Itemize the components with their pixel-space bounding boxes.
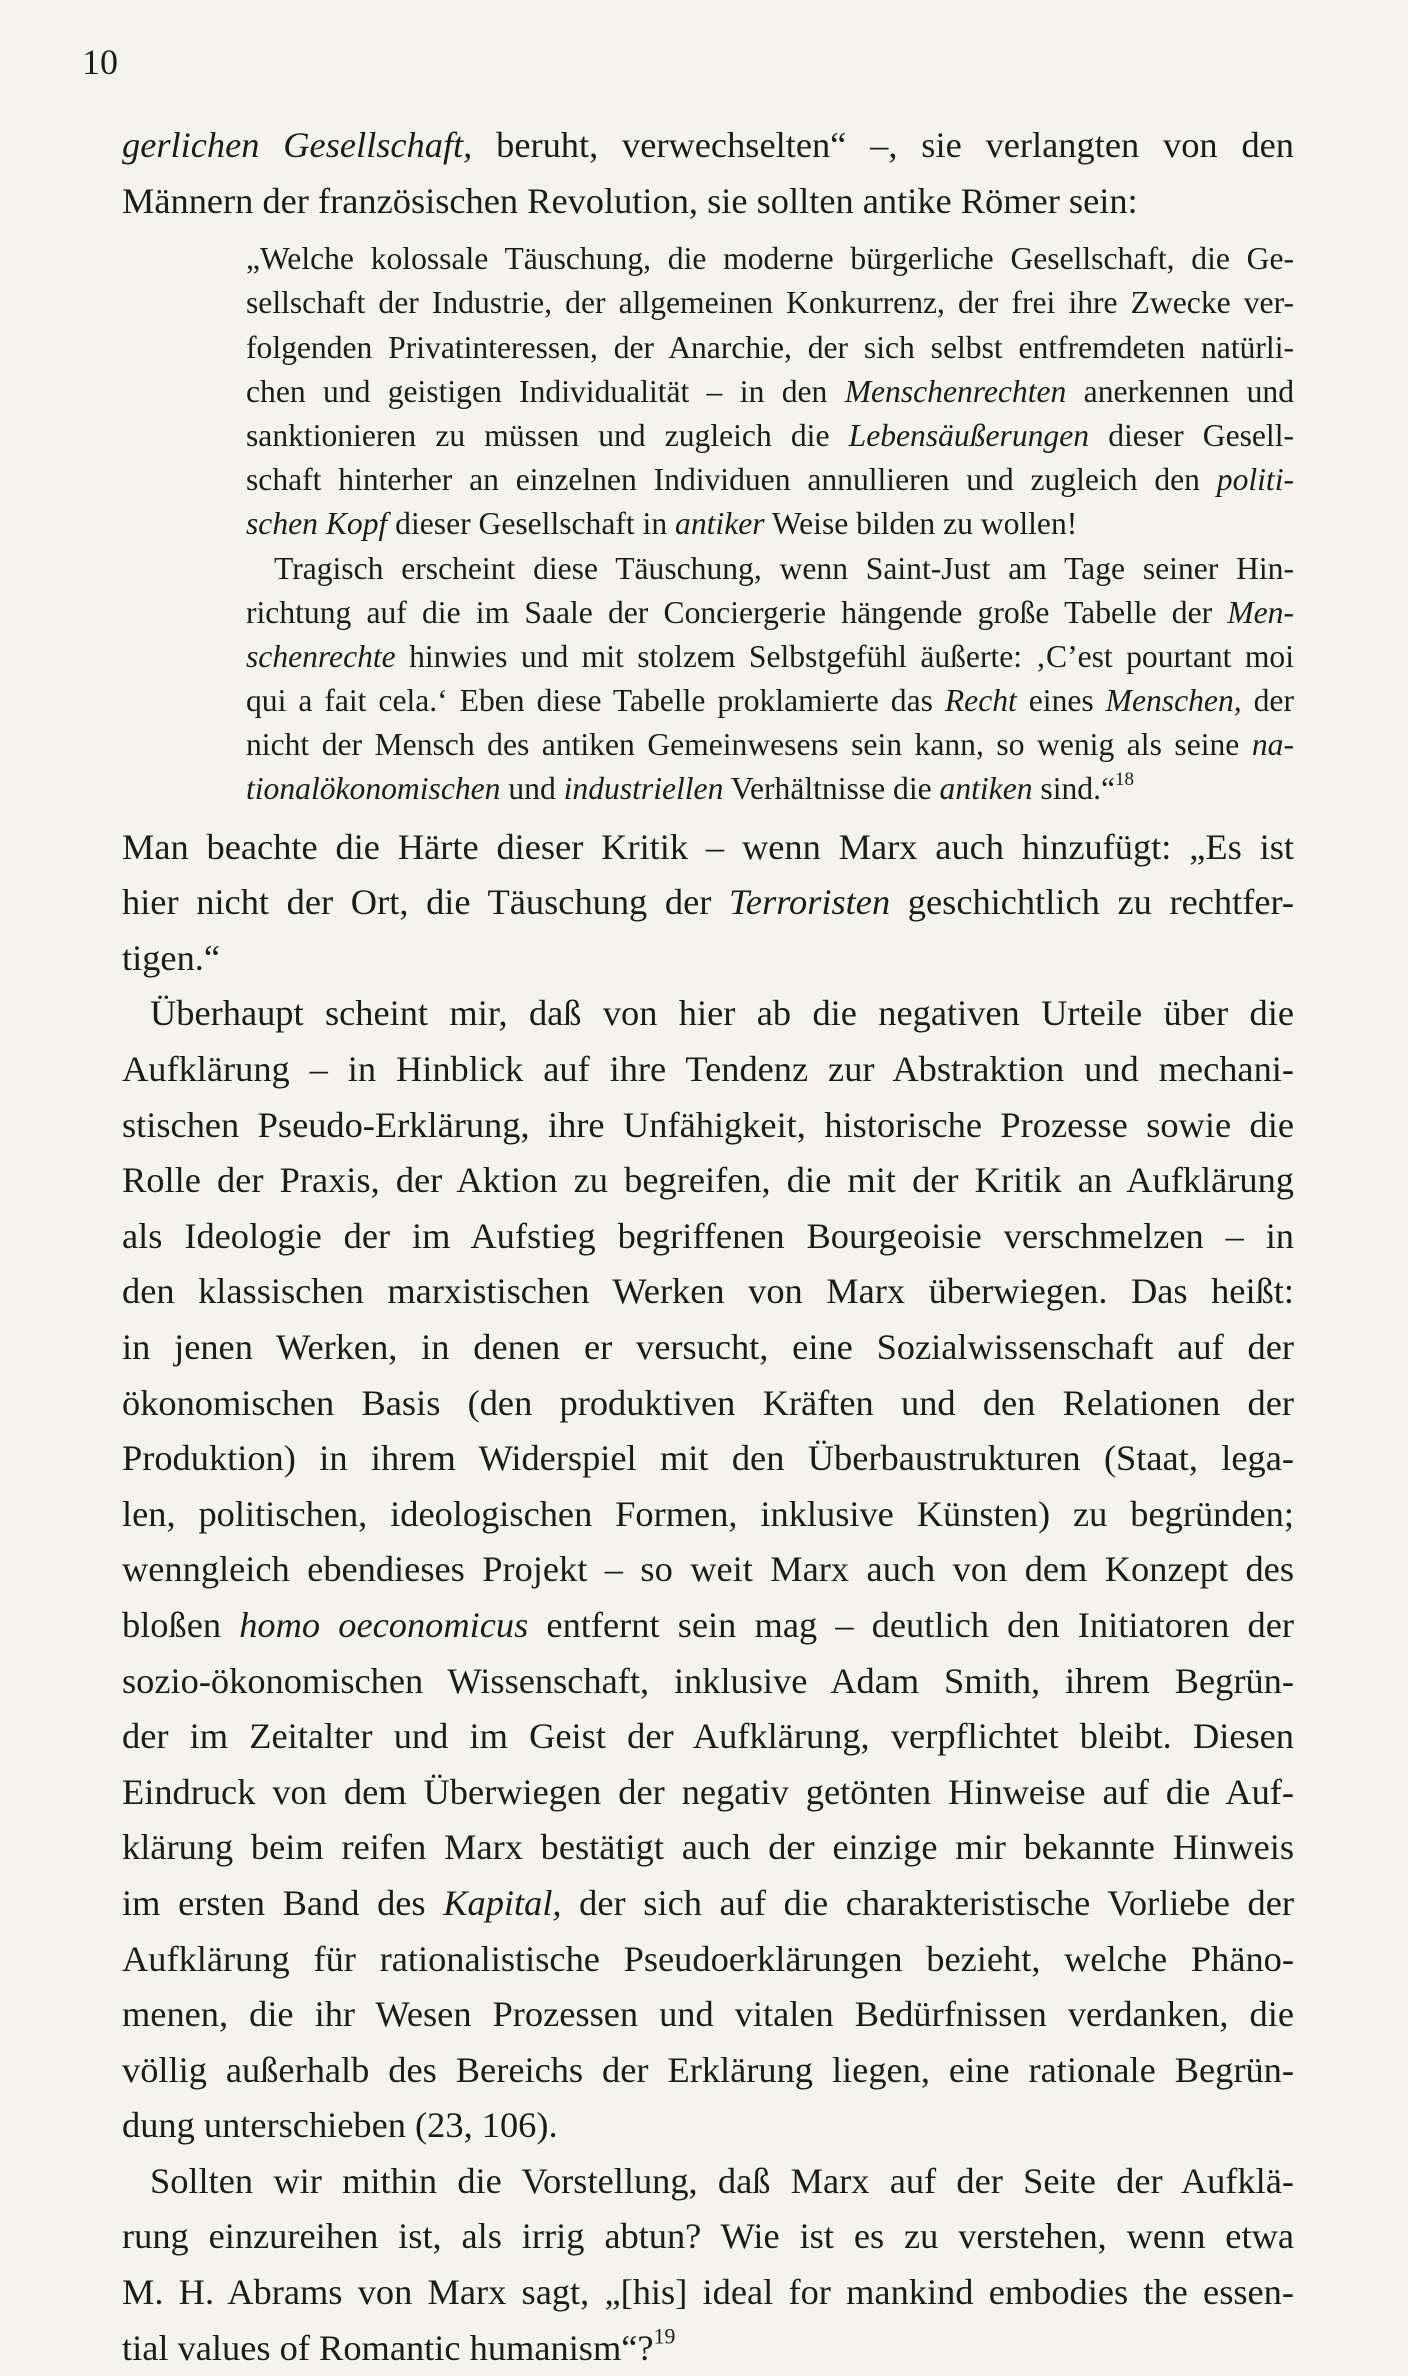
- block-quote: [246, 237, 1294, 811]
- body-line: Rolle der Praxis, der Aktion zu begreifen, die mit der Kritik an Aufklärung: [122, 1160, 1294, 1201]
- body-line: der im Zeitalter und im Geist der Aufklärung, verpflichtet bleibt. Diesen: [122, 1716, 1294, 1757]
- lead-line: Männern der französischen Revolution, sie sollten antike Römer sein:: [122, 180, 1138, 221]
- body-line: Man beachte die Härte dieser Kritik – wenn Marx auch hinzufügt: „Es ist: [122, 826, 1294, 867]
- quote-line: Tragisch erscheint diese Täuschung, wenn Saint-Just am Tage seiner Hin-: [274, 550, 1294, 586]
- body-line: wenngleich ebendieses Projekt – so weit Marx auch von dem Konzept des: [122, 1549, 1294, 1590]
- body-line: menen, die ihr Wesen Prozessen und vitalen Bedürfnissen verdanken, die: [122, 1994, 1294, 2035]
- body-line: klärung beim reifen Marx bestätigt auch der einzige mir bekannte Hinweis: [122, 1827, 1294, 1868]
- body-line: dung unterschieben (23, 106).: [122, 2105, 558, 2146]
- body-line: völlig außerhalb des Bereichs der Erklärung liegen, eine rationale Begrün-: [122, 2049, 1294, 2090]
- body-line: Aufklärung für rationalistische Pseudoerklärungen bezieht, welche Phäno-: [122, 1938, 1294, 1979]
- quote-line: schaft hinterher an einzelnen Individuen annullieren und zugleich den politi-: [246, 462, 1294, 498]
- body-line: stischen Pseudo-Erklärung, ihre Unfähigkeit, historische Prozesse sowie die: [122, 1104, 1294, 1145]
- quote-line: schen Kopf dieser Gesellschaft in antiker Weise bilden zu wollen!: [246, 506, 1078, 542]
- body-line: hier nicht der Ort, die Täuschung der Terroristen geschichtlich zu rechtfer-: [122, 882, 1294, 923]
- body-line: bloßen homo oeconomicus entfernt sein mag – deutlich den Initiatoren der: [122, 1604, 1294, 1645]
- body-line: tigen.“: [122, 937, 221, 978]
- quote-line: chen und geistigen Individualität – in den Menschenrechten anerkennen und: [246, 373, 1294, 409]
- quote-line: „Welche kolossale Täuschung, die moderne bürgerliche Gesellschaft, die Ge-: [246, 241, 1294, 277]
- page-text: [122, 118, 1294, 2376]
- lead-line: gerlichen Gesellschaft, beruht, verwechselten“ –, sie verlangten von den: [122, 125, 1294, 165]
- page-number: 10: [82, 42, 118, 82]
- body-line: ökonomischen Basis (den produktiven Kräften und den Relationen der: [122, 1382, 1294, 1423]
- body-line: in jenen Werken, in denen er versucht, eine Sozialwissenschaft auf der: [122, 1326, 1294, 1367]
- quote-line: nicht der Mensch des antiken Gemeinwesens sein kann, so wenig als seine na-: [246, 727, 1294, 763]
- body-line: len, politischen, ideologischen Formen, inklusive Künsten) zu begründen;: [122, 1493, 1294, 1534]
- quote-line: schenrechte hinwies und mit stolzem Selbstgefühl äußerte: ‚C’est pourtant moi: [246, 638, 1294, 674]
- paragraph-continuation: [122, 118, 1294, 229]
- quote-line: folgenden Privatinteressen, der Anarchie, der sich selbst entfremdeten natürli-: [246, 329, 1294, 365]
- body-line: als Ideologie der im Aufstieg begriffenen Bourgeoisie verschmelzen – in: [122, 1215, 1294, 1256]
- body-line: Eindruck von dem Überwiegen der negativ getönten Hinweise auf die Auf-: [122, 1771, 1294, 1812]
- quote-line: tionalökonomischen und industriellen Verhältnisse die antiken sind.“$^{18}$: [246, 769, 1134, 807]
- quote-line: qui a fait cela.‘ Eben diese Tabelle proklamierte das Recht eines Menschen, der: [246, 683, 1294, 719]
- body-line: Überhaupt scheint mir, daß von hier ab die negativen Urteile über die: [150, 993, 1294, 1034]
- quote-line: richtung auf die im Saale der Conciergerie hängende große Tabelle der Men-: [246, 594, 1294, 630]
- body-line: M. H. Abrams von Marx sagt, „[his] ideal for mankind embodies the essen-: [122, 2272, 1294, 2313]
- quote-line: sellschaft der Industrie, der allgemeinen Konkurrenz, der frei ihre Zwecke ver-: [246, 285, 1294, 321]
- body-line: rung einzureihen ist, als irrig abtun? Wie ist es zu verstehen, wenn etwa: [122, 2216, 1294, 2257]
- body-line: im ersten Band des Kapital, der sich auf die charakteristische Vorliebe der: [122, 1882, 1295, 1923]
- body-line: Produktion) in ihrem Widerspiel mit den Überbaustrukturen (Staat, lega-: [122, 1438, 1294, 1479]
- body-text: [122, 820, 1294, 2376]
- quote-line: sanktionieren zu müssen und zugleich die Lebensäußerungen dieser Gesell-: [246, 417, 1295, 453]
- body-line: tial values of Romantic humanism“?$^{19}$: [122, 2324, 676, 2368]
- body-line: sozio-ökonomischen Wissenschaft, inklusive Adam Smith, ihrem Begrün-: [122, 1660, 1294, 1701]
- body-line: Sollten wir mithin die Vorstellung, daß Marx auf der Seite der Aufklä-: [150, 2160, 1294, 2201]
- body-line: Aufklärung – in Hinblick auf ihre Tendenz zur Abstraktion und mechani-: [122, 1049, 1294, 1089]
- body-line: den klassischen marxistischen Werken von Marx überwiegen. Das heißt:: [122, 1271, 1294, 1312]
